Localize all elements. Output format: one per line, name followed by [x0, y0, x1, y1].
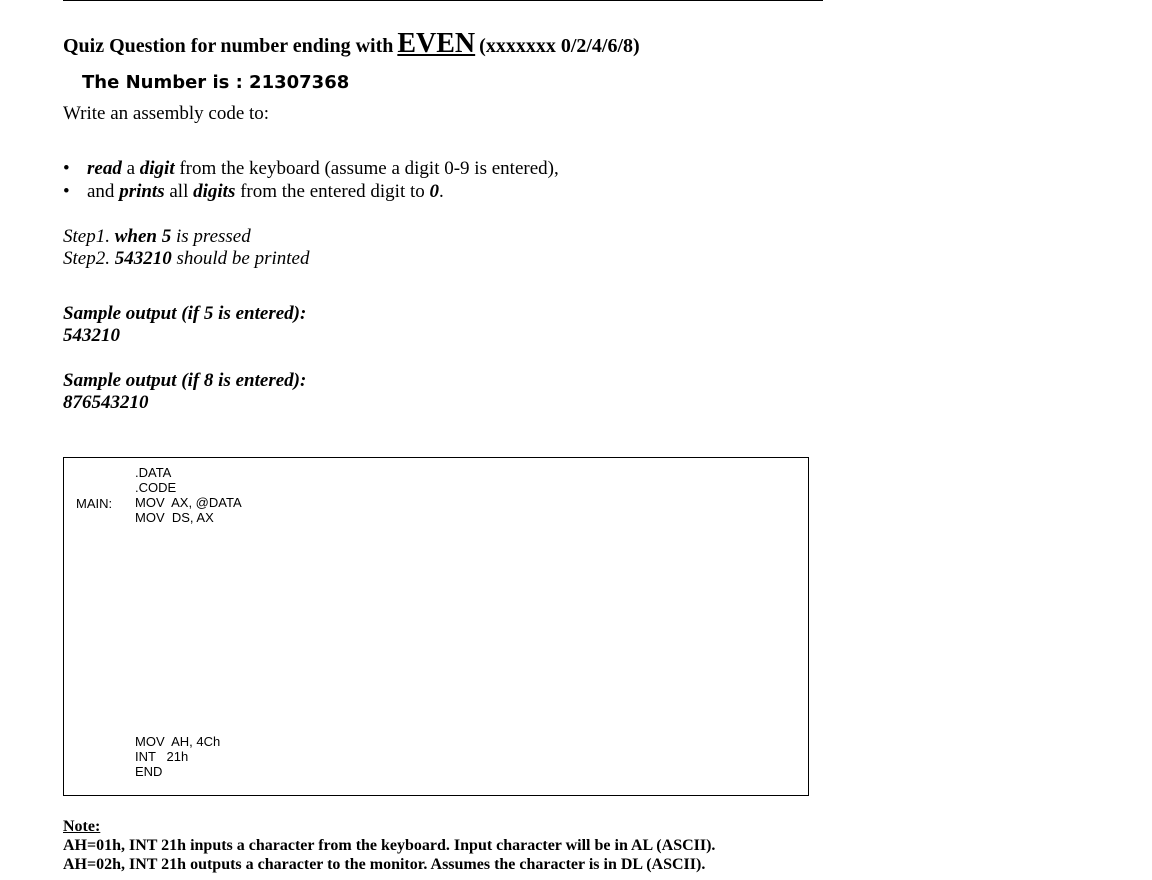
code-line: END: [135, 764, 163, 779]
note-line: AH=02h, INT 21h outputs a character to the monitor. Assumes the character is in DL (ASCII).: [63, 856, 706, 873]
note-line: AH=01h, INT 21h inputs a character from the keyboard. Input character will be in AL (ASCII).: [63, 837, 716, 854]
task-item: • read a digit from the keyboard (assume a digit 0-9 is entered),: [63, 157, 559, 180]
code-line: MOV AH, 4Ch: [135, 734, 221, 749]
sample-output-2: [63, 370, 306, 414]
code-line: .DATA: [135, 465, 172, 480]
task-item: • and prints all digits from the entered digit to 0.: [63, 180, 559, 203]
code-box: [63, 457, 809, 796]
sample-label: Sample output (if 8 is entered):: [63, 370, 307, 391]
code-label: MAIN:: [76, 496, 113, 511]
steps: [63, 226, 309, 270]
sample-label: Sample output (if 5 is entered):: [63, 303, 307, 324]
code-top-block: [135, 465, 242, 525]
number-line: The Number is : 21307368: [82, 72, 350, 93]
code-line: INT 21h: [135, 749, 189, 764]
sample-output-1: [63, 303, 306, 347]
title-part2: number ending with: [220, 35, 394, 57]
top-rule: [63, 0, 823, 1]
step-line: Step2. 543210 should be printed: [63, 248, 310, 269]
code-line: .CODE: [135, 480, 177, 495]
code-line: MOV AX, @DATA: [135, 495, 242, 510]
step-line: Step1. when 5 is pressed: [63, 226, 251, 247]
note-label: Note:: [63, 818, 101, 835]
intro-text: Write an assembly code to:: [63, 103, 270, 124]
code-line: MOV DS, AX: [135, 510, 214, 525]
code-bottom-block: [135, 734, 220, 779]
title-suffix: (xxxxxxx 0/2/4/6/8): [479, 35, 640, 57]
quiz-title: [63, 28, 640, 60]
title-part1: Quiz Question for: [63, 35, 217, 57]
note: [63, 817, 715, 874]
sample-value: 543210: [63, 325, 120, 346]
task-list: [63, 157, 559, 203]
sample-value: 876543210: [63, 392, 149, 413]
title-emphasis: EVEN: [397, 28, 476, 59]
